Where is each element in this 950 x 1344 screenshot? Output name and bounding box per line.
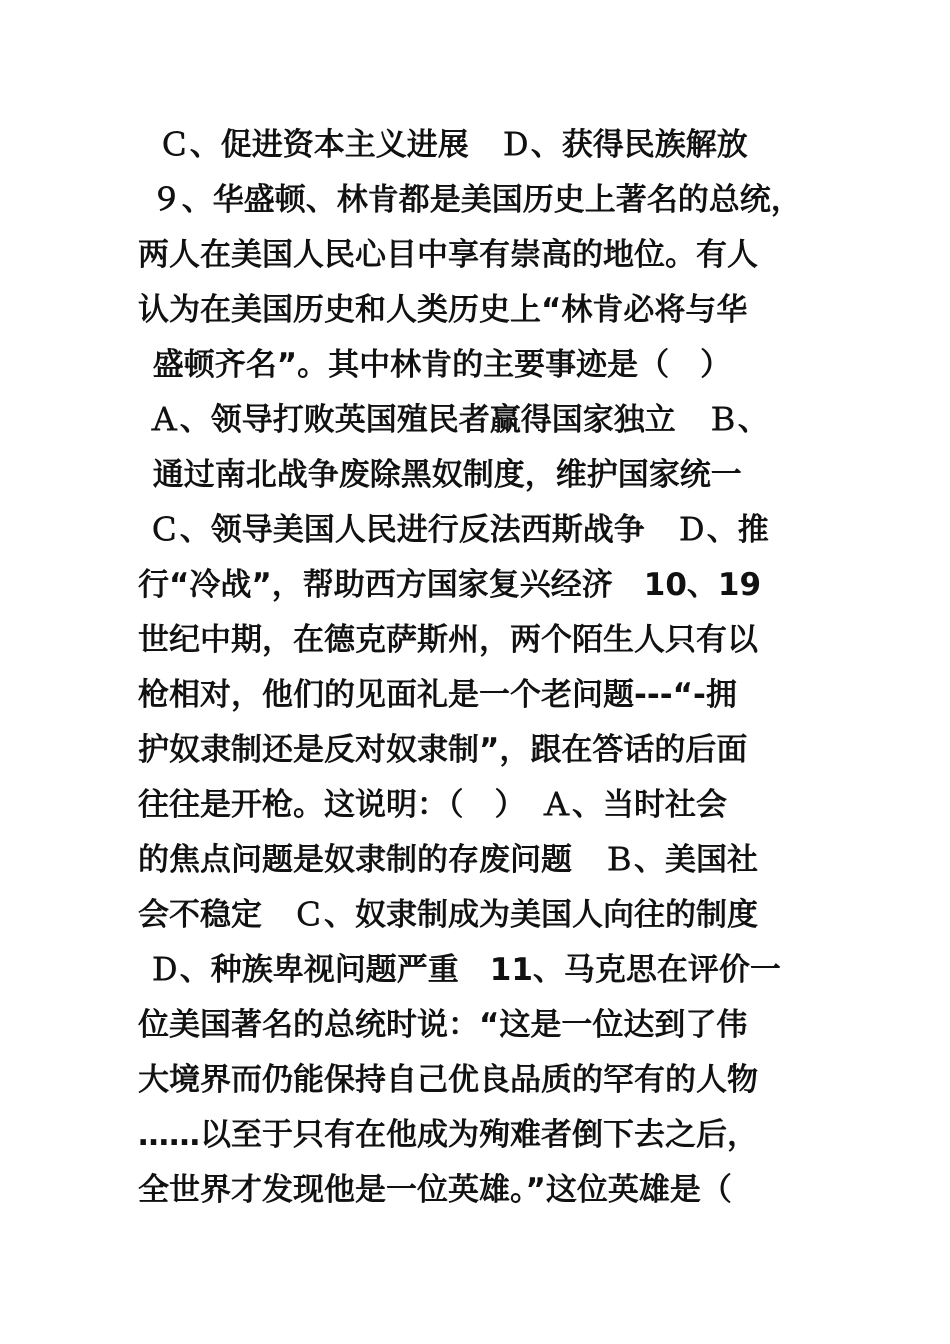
text-line: 位美国著名的总统时说：“这是一位达到了伟: [138, 1007, 748, 1043]
text-line: 往往是开枪。这说明：（ ） Ａ、当时社会: [138, 787, 727, 823]
text-line: 的焦点问题是奴隶制的存废问题 Ｂ、美国社: [138, 842, 758, 878]
text-line: 枪相对，他们的见面礼是一个老问题---“-拥: [138, 677, 737, 713]
text-line: 通过南北战争废除黑奴制度，维护国家统一: [142, 457, 742, 493]
text-line: 世纪中期，在德克萨斯州，两个陌生人只有以: [138, 622, 758, 658]
text-line: Ａ、领导打败英国殖民者赢得国家独立 Ｂ、: [138, 402, 769, 438]
text-line: 行“冷战”，帮助西方国家复兴经济 10、19: [138, 567, 762, 603]
text-line: ９、华盛顿、林肯都是美国历史上著名的总统，: [140, 182, 802, 218]
text-line: 全世界才发现他是一位英雄。”这位英雄是（: [138, 1172, 732, 1208]
text-line: Ｃ、领导美国人民进行反法西斯战争 Ｄ、推: [138, 512, 769, 548]
text-line: 认为在美国历史和人类历史上“林肯必将与华: [138, 292, 748, 328]
text-line: Ｃ、促进资本主义进展 Ｄ、获得民族解放: [148, 127, 748, 163]
text-line: 会不稳定 Ｃ、奴隶制成为美国人向往的制度: [138, 897, 758, 933]
text-line: 两人在美国人民心目中享有崇高的地位。有人: [138, 237, 758, 273]
text-line: 盛顿齐名”。其中林肯的主要事迹是（ ）: [142, 347, 732, 383]
text-line: 大境界而仍能保持自己优良品质的罕有的人物: [138, 1062, 758, 1098]
text-line: Ｄ、种族卑视问题严重 11、马克思在评价一: [138, 952, 781, 988]
text-line: ……以至于只有在他成为殉难者倒下去之后，: [138, 1117, 758, 1153]
text-line: 护奴隶制还是反对奴隶制”，跟在答话的后面: [138, 732, 748, 768]
